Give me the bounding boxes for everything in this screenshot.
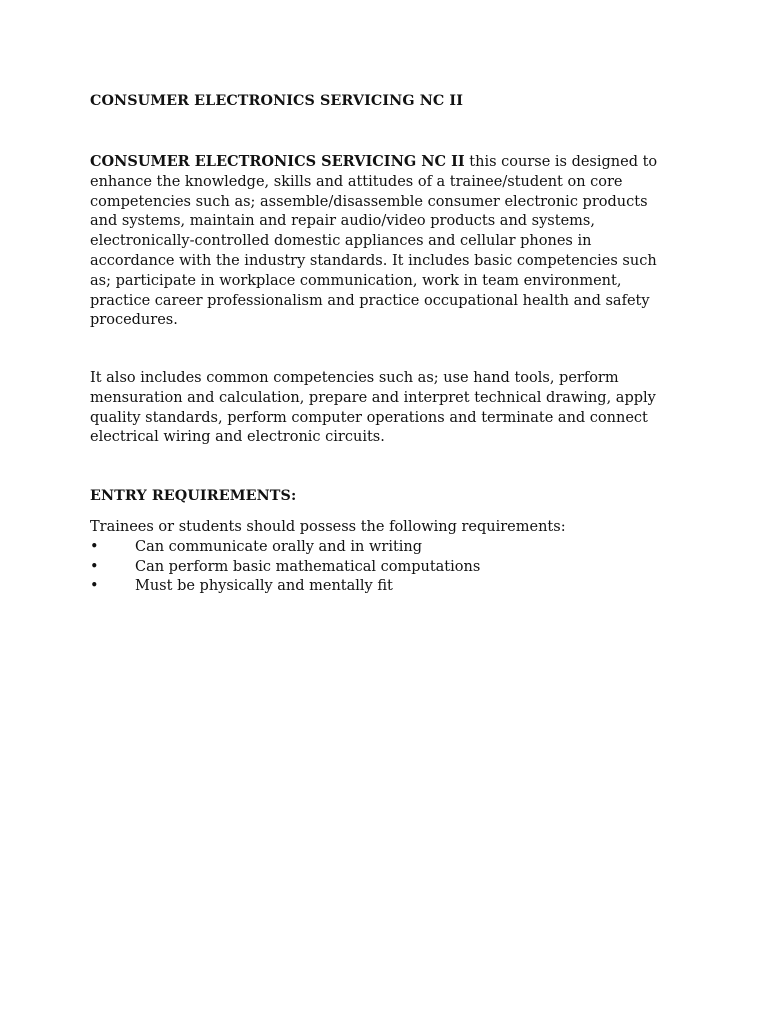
list-item (90, 538, 670, 558)
intro-paragraph (90, 152, 670, 331)
intro-lead-bold: CONSUMER ELECTRONICS SERVICING NC II (90, 153, 465, 170)
common-competencies-paragraph: It also includes common competencies such as; use hand tools, perform mensuration and calculation, prepare and interpret technical drawing, apply quality standards, perform computer operations and terminate and connect electrical wiring and electronic circuits. (90, 370, 656, 446)
entry-requirements-section (90, 518, 670, 597)
document-title: CONSUMER ELECTRONICS SERVICING NC II (90, 93, 464, 109)
intro-text: this course is designed to enhance the knowledge, skills and attitudes of a trainee/student on core competencies such as; assemble/disassemble consumer electronic products and systems, maintain and repair audio/video products and systems, electronically-controlled domestic appliances and cellular phones in accordance with the industry standards. It includes basic competencies such as; participate in workplace communication, work in team environment, practice career professionalism and practice occupational health and safety procedures. (90, 154, 658, 329)
requirement-text: Can communicate orally and in writing (135, 538, 423, 555)
entry-requirements-lead: Trainees or students should possess the following requirements: (90, 519, 566, 535)
bullet-icon: • (90, 558, 99, 575)
bullet-icon: • (90, 538, 99, 555)
list-item (90, 558, 670, 578)
requirement-text: Can perform basic mathematical computations (135, 558, 481, 575)
bullet-icon: • (90, 578, 99, 595)
requirements-list (90, 538, 670, 597)
list-item (90, 577, 670, 597)
entry-requirements-heading: ENTRY REQUIREMENTS: (90, 488, 297, 504)
requirement-text: Must be physically and mentally fit (135, 578, 393, 595)
